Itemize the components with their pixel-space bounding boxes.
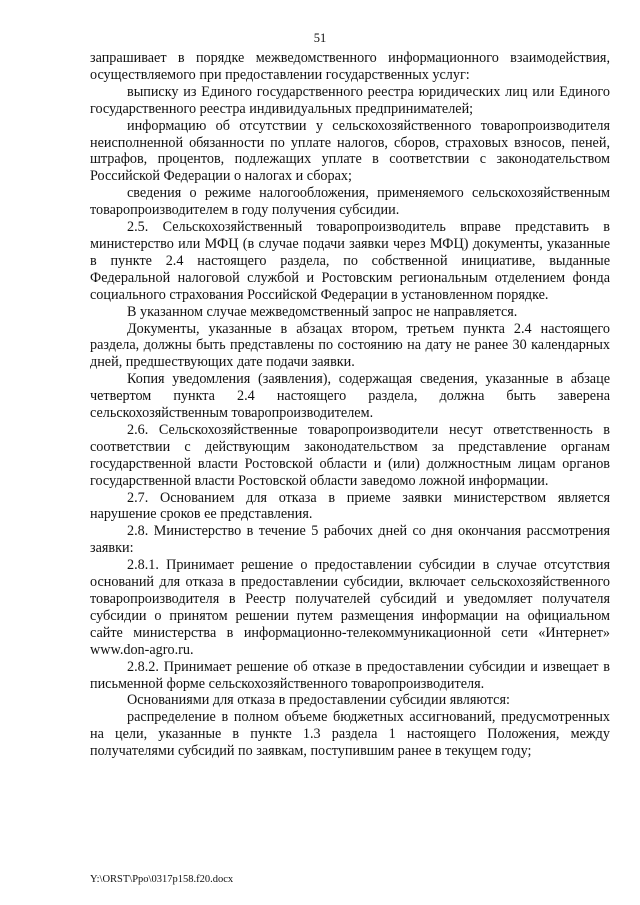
- paragraph-clause-2-5: 2.5. Сельскохозяйственный товаропроизводитель вправе представить в министерство или МФЦ (в случае подачи заявки через МФЦ) документы, указанные в пункте 2.4 настоящего раздела, по собственной инициативе, выданные Федеральной налоговой службой и Ростовским региональным отделением фонда социального страхования Российской Федерации в установленном порядке.: [90, 219, 610, 303]
- paragraph-clause-2-7: 2.7. Основанием для отказа в приеме заявки министерством является нарушение сроков ее представления.: [90, 489, 610, 523]
- footer-file-path: Y:\ORST\Ppo\0317p158.f20.docx: [90, 874, 234, 885]
- paragraph-clause-2-8-1: 2.8.1. Принимает решение о предоставлении субсидии в случае отсутствия оснований для отказа в предоставлении субсидии, включает сельскохозяйственного товаропроизводителя в Реестр получателей субсидий и уведомляет получателя субсидии о принятом решении путем размещения информации на официальном сайте министерства в информационно-телекоммуникационной сети «Интернет» www.don-agro.ru.: [90, 557, 610, 658]
- paragraph-clause-2-8-2: 2.8.2. Принимает решение об отказе в предоставлении субсидии и извещает в письменной форме сельскохозяйственного товаропроизводителя.: [90, 658, 610, 692]
- paragraph-notice-copy: Копия уведомления (заявления), содержащая сведения, указанные в абзаце четвертом пункта 2.4 настоящего раздела, должна быть заверена сельскохозяйственным товаропроизводителем.: [90, 371, 610, 422]
- paragraph-clause-2-6: 2.6. Сельскохозяйственные товаропроизводители несут ответственность в соответствии с действующим законодательством за представление органам государственной власти Ростовской области и (или) должностным лицам органов государственной власти Ростовской области заведомо ложной информации.: [90, 421, 610, 489]
- paragraph-registry-extract: выписку из Единого государственного реестра юридических лиц или Единого государственного реестра индивидуальных предпринимателей;: [90, 83, 610, 117]
- paragraph-clause-2-8: 2.8. Министерство в течение 5 рабочих дней со дня окончания рассмотрения заявки:: [90, 523, 610, 557]
- paragraph-refusal-grounds: Основаниями для отказа в предоставлении субсидии являются:: [127, 692, 510, 709]
- page-number: 51: [313, 31, 327, 45]
- paragraph-budget-allocation: распределение в полном объеме бюджетных ассигнований, предусмотренных на цели, указанные в пункте 1.3 раздела 1 настоящего Положения, между получателями субсидий по заявкам, поступившим ранее в текущем году;: [90, 709, 610, 760]
- paragraph-tax-info: информацию об отсутствии у сельскохозяйственного товаропроизводителя неисполненной обязанности по уплате налогов, сборов, страховых взносов, пеней, штрафов, процентов, подлежащих уплате в соответствии с законодательством Российской Федерации о налогах и сборах;: [90, 117, 610, 185]
- paragraph-request-intro: запрашивает в порядке межведомственного информационного взаимодействия, осуществляемого при предоставлении государственных услуг:: [90, 50, 610, 83]
- paragraph-no-request: В указанном случае межведомственный запрос не направляется.: [127, 303, 518, 320]
- paragraph-documents-date: Документы, указанные в абзацах втором, третьем пункта 2.4 настоящего раздела, должны быть представлены по состоянию на дату не ранее 30 календарных дней, предшествующих дате подачи заявки.: [90, 320, 610, 371]
- document-body: [90, 50, 610, 760]
- paragraph-tax-regime: сведения о режиме налогообложения, применяемого сельскохозяйственным товаропроизводителем в году получения субсидии.: [90, 185, 610, 219]
